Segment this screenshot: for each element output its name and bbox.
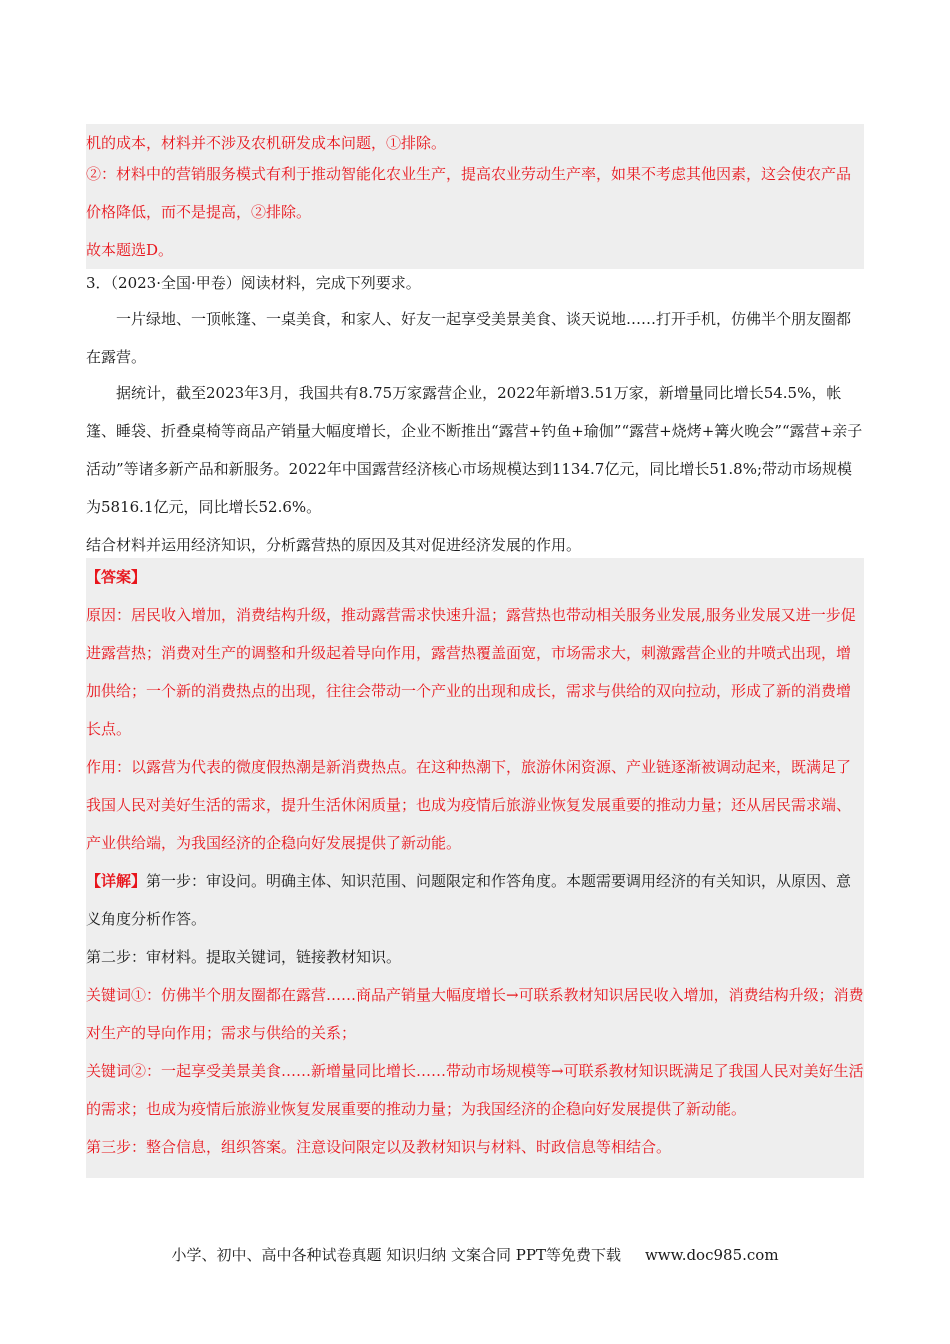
detail-step-1 <box>86 862 864 938</box>
prev-answer-line: 机的成本，材料并不涉及农机研发成本问题，①排除。 <box>86 124 864 162</box>
detail-keyword-1: 关键词①：仿佛半个朋友圈都在露营……商品产销量大幅度增长→可联系教材知识居民收入增加，消费结构升级；消费对生产的导向作用；需求与供给的关系； <box>86 986 864 1042</box>
answer-section <box>86 558 864 1178</box>
answer-effect: 作用：以露营为代表的微度假热潮是新消费热点。在这种热潮下，旅游休闲资源、产业链逐渐被调动起来，既满足了我国人民对美好生活的需求，提升生活休闲质量；也成为疫情后旅游业恢复发展重要的推动力量；还从居民需求端、产业供给端，为我国经济的企稳向好发展提供了新动能。 <box>86 758 852 852</box>
page-footer <box>0 1244 950 1265</box>
question-3-header: 3．（2023·全国·甲卷）阅读材料，完成下列要求。 <box>86 274 421 292</box>
footer-site-link[interactable]: www.doc985.com <box>644 1246 779 1264</box>
prev-answer-point-2: ②：材料中的营销服务模式有利于推动智能化农业生产，提高农业劳动生产率，如果不考虑其他因素，这会使农产品价格降低，而不是提高，②排除。 <box>86 155 864 231</box>
detail-label: 【详解】 <box>86 872 147 890</box>
detail-step-2: 第二步：审材料。提取关键词，链接教材知识。 <box>86 948 402 966</box>
prev-answer-conclusion: 故本题选D。 <box>86 231 864 269</box>
detail-step-1-text: 第一步：审设问。明确主体、知识范围、问题限定和作答角度。本题需要调用经济的有关知识，从原因、意义角度分析作答。 <box>86 872 852 928</box>
footer-text: 小学、初中、高中各种试卷真题 知识归纳 文案合同 PPT等免费下载 <box>171 1246 621 1264</box>
question-3-prompt: 结合材料并运用经济知识，分析露营热的原因及其对促进经济发展的作用。 <box>86 536 582 554</box>
answer-reason: 原因：居民收入增加，消费结构升级，推动露营需求快速升温；露营热也带动相关服务业发展,服务业发展又进一步促进露营热；消费对生产的调整和升级起着导向作用，露营热覆盖面宽，市场需求大，刺激露营企业的井喷式出现，增加供给；一个新的消费热点的出现，往往会带动一个产业的出现和成长，需求与供给的双向拉动，形成了新的消费增长点。 <box>86 606 856 738</box>
question-3-material-1: 一片绿地、一顶帐篷、一桌美食，和家人、好友一起享受美景美食、谈天说地……打开手机，仿佛半个朋友圈都在露营。 <box>86 310 852 366</box>
answer-label: 【答案】 <box>86 568 147 586</box>
detail-keyword-2: 关键词②：一起享受美景美食……新增量同比增长……带动市场规模等→可联系教材知识既满足了我国人民对美好生活的需求；也成为疫情后旅游业恢复发展重要的推动力量；为我国经济的企稳向好发展提供了新动能。 <box>86 1062 864 1118</box>
detail-step-3: 第三步：整合信息，组织答案。注意设问限定以及教材知识与材料、时政信息等相结合。 <box>86 1138 672 1156</box>
question-3-material-2: 据统计，截至2023年3月，我国共有8.75万家露营企业，2022年新增3.51万家，新增量同比增长54.5%，帐篷、睡袋、折叠桌椅等商品产销量大幅度增长，企业不断推出“露营+钓鱼+瑜伽”“露营+烧烤+篝火晚会”“露营+亲子活动”等诸多新产品和新服务。2022年中国露营经济核心市场规模达到1134.7亿元，同比增长51.8%;带动市场规模为5816.1亿元，同比增长52.6%。 <box>86 384 863 516</box>
